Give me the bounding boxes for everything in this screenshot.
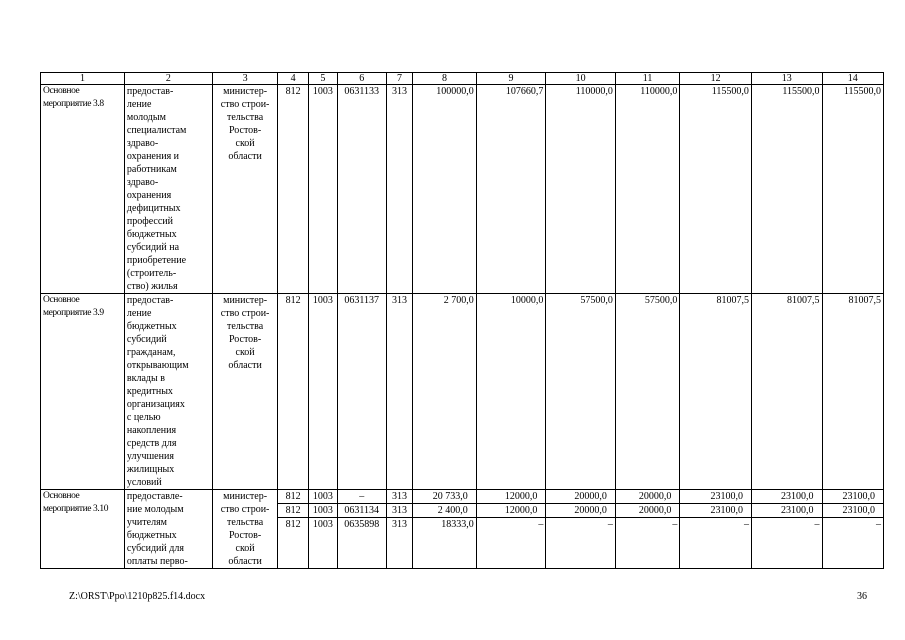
activity-description-line: с целью [126, 412, 161, 423]
value-cell [822, 85, 883, 294]
value: 313 [392, 519, 408, 530]
activity-description-line: здраво- [126, 138, 159, 149]
executor-line: министер- [223, 491, 268, 502]
value: 0635898 [344, 519, 380, 530]
executor-line: области [228, 556, 262, 567]
column-number: 14 [822, 73, 883, 85]
activity-description-line: специалистам [126, 125, 187, 136]
value: – [338, 490, 386, 504]
value: 313 [387, 504, 413, 518]
value-cell [476, 85, 546, 294]
value: 812 [278, 490, 308, 504]
value: 115500,0 [782, 86, 820, 97]
executor [212, 490, 277, 569]
value-cell [413, 490, 476, 569]
value: 1003 [309, 490, 337, 504]
activity-description-line: бюджетных [126, 321, 177, 332]
activity-description-line: работникам [126, 164, 177, 175]
value: 1003 [312, 295, 333, 306]
executor-line: области [228, 151, 262, 162]
value-cell [309, 85, 338, 294]
column-number: 4 [278, 73, 309, 85]
value-cell [337, 85, 386, 294]
activity-description-line: охранения и [126, 151, 180, 162]
value: – [743, 519, 749, 530]
activity-description-line: молодым [126, 112, 166, 123]
activity-name-line: мероприятие 3.8 [43, 99, 104, 109]
activity-description [124, 294, 212, 490]
executor-line: ство строи- [220, 308, 270, 319]
value-cell [751, 294, 822, 490]
activity-description-line: организациях [126, 399, 185, 410]
value-cell [680, 490, 752, 569]
activity-name [41, 294, 125, 490]
activity-description-line: (строитель- [126, 268, 177, 279]
value: 0631137 [344, 295, 380, 306]
value: – [607, 519, 613, 530]
value: 100000,0 [436, 86, 474, 97]
activity-description-line: бюджетных [126, 229, 177, 240]
value: 18333,0 [441, 519, 474, 530]
value-cell [386, 490, 413, 569]
value: 23100,0 [680, 490, 751, 504]
value-cell [337, 490, 386, 569]
activity-description-line: охранения [126, 190, 172, 201]
value: 20000,0 [616, 490, 679, 504]
activity-description-line: приобретение [126, 255, 187, 266]
activity-description-line: дефицитных [126, 203, 181, 214]
value: 23100,0 [680, 504, 751, 518]
value-cell [337, 294, 386, 490]
value: 20000,0 [546, 504, 615, 518]
activity-description-line: ство) жилья [126, 281, 178, 292]
activity-description-line: субсидий [126, 334, 167, 345]
activity-description-line: бюджетных [126, 530, 177, 541]
activity-name-line: Основное [43, 295, 80, 305]
page-number: 36 [857, 591, 867, 602]
value-cell [680, 294, 752, 490]
activity-description-line: оплаты перво- [126, 556, 188, 567]
executor-line: Ростов- [228, 125, 262, 136]
value: 20 733,0 [413, 490, 475, 504]
file-path: Z:\ORST\Ppo\1210p825.f14.docx [69, 591, 206, 602]
executor-line: ской [235, 347, 255, 358]
value: 20000,0 [616, 504, 679, 518]
value: 20000,0 [546, 490, 615, 504]
value: 23100,0 [823, 490, 883, 504]
activity-name-line: Основное [43, 86, 80, 96]
column-number: 13 [751, 73, 822, 85]
activity-description-line: предостав- [126, 295, 174, 306]
value-cell [413, 85, 476, 294]
column-number: 7 [386, 73, 413, 85]
value-cell [615, 294, 679, 490]
executor-line: тельства [226, 517, 264, 528]
executor-line: ской [235, 543, 255, 554]
activity-description [124, 85, 212, 294]
value: 1003 [312, 86, 333, 97]
value-cell [278, 490, 309, 569]
value: 107660,7 [505, 86, 544, 97]
activity-description-line: улучшения [126, 451, 174, 462]
value-cell [546, 294, 616, 490]
value: 81007,5 [787, 295, 820, 306]
value-cell [751, 490, 822, 569]
activity-name-line: мероприятие 3.10 [43, 504, 109, 514]
value: 110000,0 [640, 86, 678, 97]
column-number: 3 [212, 73, 277, 85]
value: 23100,0 [752, 504, 822, 518]
value-cell [386, 294, 413, 490]
column-number: 11 [615, 73, 679, 85]
value: 12000,0 [477, 490, 546, 504]
executor [212, 294, 277, 490]
activity-description-line: предостав- [126, 86, 174, 97]
executor-line: министер- [223, 295, 268, 306]
executor-line: ство строи- [220, 504, 270, 515]
table-row [41, 294, 884, 490]
value: 10000,0 [510, 295, 544, 306]
activity-description-line: кредитных [126, 386, 173, 397]
value: 12000,0 [477, 504, 546, 518]
activity-description-line: субсидий на [126, 242, 180, 253]
column-number: 1 [41, 73, 125, 85]
activity-description-line: ление [126, 308, 152, 319]
value: 0631134 [338, 504, 386, 518]
value: – [814, 519, 820, 530]
table-row [41, 490, 884, 569]
activity-description-line: ление [126, 99, 152, 110]
column-number: 12 [680, 73, 752, 85]
column-number: 8 [413, 73, 476, 85]
activity-description-line: предоставле- [126, 491, 183, 502]
activity-description-line: средств для [126, 438, 177, 449]
value-cell [822, 490, 883, 569]
value: 23100,0 [823, 504, 883, 518]
value-cell [278, 294, 309, 490]
activity-description-line: ние молодым [126, 504, 184, 515]
executor-line: области [228, 360, 262, 371]
activity-description-line: профессий [126, 216, 173, 227]
column-number: 6 [337, 73, 386, 85]
value: 812 [278, 504, 308, 518]
value: 313 [392, 295, 408, 306]
column-number: 5 [309, 73, 338, 85]
value-cell [615, 490, 679, 569]
activity-description-line: субсидий для [126, 543, 184, 554]
value: 115500,0 [843, 86, 881, 97]
value: 812 [285, 295, 301, 306]
activity-name-line: Основное [43, 491, 80, 501]
value-cell [822, 294, 883, 490]
value-cell [476, 294, 546, 490]
activity-description [124, 490, 212, 569]
value: – [538, 519, 544, 530]
activity-description-line: учителям [126, 517, 167, 528]
activity-name [41, 85, 125, 294]
value: 57500,0 [644, 295, 678, 306]
column-number: 9 [476, 73, 546, 85]
value: – [672, 519, 678, 530]
value: 1003 [312, 519, 333, 530]
value: 81007,5 [848, 295, 881, 306]
executor-line: Ростов- [228, 530, 262, 541]
value: 57500,0 [580, 295, 613, 306]
value: 23100,0 [752, 490, 822, 504]
activity-description-line: условий [126, 477, 162, 488]
table-row [41, 85, 884, 294]
value: 1003 [309, 504, 337, 518]
value: – [876, 519, 881, 530]
value: 2 700,0 [443, 295, 474, 306]
value-cell [278, 85, 309, 294]
executor-line: тельства [226, 321, 264, 332]
column-number-row [41, 73, 884, 85]
activity-name [41, 490, 125, 569]
value: 81007,5 [716, 295, 749, 306]
value-cell [309, 294, 338, 490]
value-cell [680, 85, 752, 294]
activity-description-line: накопления [126, 425, 177, 436]
column-number: 2 [124, 73, 212, 85]
activity-description-line: здраво- [126, 177, 159, 188]
value: 110000,0 [575, 86, 613, 97]
value-cell [309, 490, 338, 569]
activity-description-line: вклады в [126, 373, 165, 384]
activity-name-line: мероприятие 3.9 [43, 308, 104, 318]
budget-table [40, 72, 884, 569]
value: 115500,0 [711, 86, 749, 97]
value-cell [546, 85, 616, 294]
value-cell [751, 85, 822, 294]
executor-line: министер- [223, 86, 268, 97]
value-cell [386, 85, 413, 294]
executor [212, 85, 277, 294]
activity-description-line: гражданам, [126, 347, 176, 358]
activity-description-line: открывающим [126, 360, 189, 371]
executor-line: ской [235, 138, 255, 149]
value: 812 [285, 86, 301, 97]
column-number: 10 [546, 73, 616, 85]
activity-description-line: жилищных [126, 464, 175, 475]
value-cell [413, 294, 476, 490]
value: 313 [387, 490, 413, 504]
value: 812 [285, 519, 301, 530]
value-cell [476, 490, 546, 569]
executor-line: Ростов- [228, 334, 262, 345]
executor-line: тельства [226, 112, 264, 123]
value: 2 400,0 [413, 504, 475, 518]
value-cell [546, 490, 616, 569]
executor-line: ство строи- [220, 99, 270, 110]
value: 0631133 [344, 86, 380, 97]
value: 313 [392, 86, 408, 97]
value-cell [615, 85, 679, 294]
